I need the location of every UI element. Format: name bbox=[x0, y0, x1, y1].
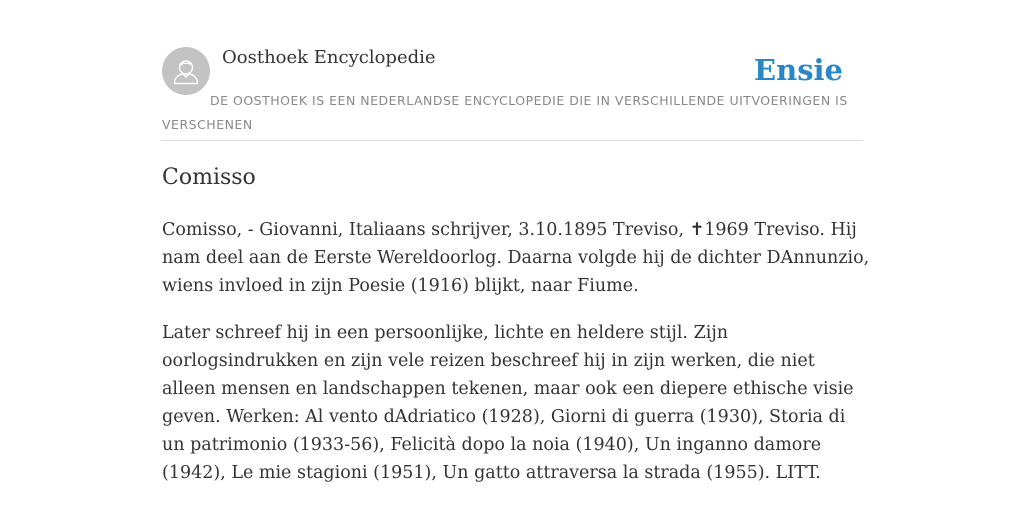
user-icon bbox=[162, 47, 210, 95]
source-name[interactable]: Oosthoek Encyclopedie bbox=[222, 47, 436, 68]
article-paragraph: Later schreef hij in een persoonlijke, lichte en heldere stijl. Zijn oorlogsindrukken en zijn vele reizen beschreef hij in zijn werken, die niet alleen mensen en landschappen tekenen, maar ook een diepere ethische visie geven. Werken: Al vento dAdriatico (1928), Giorni di guerra (1930), Storia di un patrimonio (1933-56), Felicità dopo la noia (1940), Un inganno damore (1942), Le mie stagioni (1951), Un gatto attraversa la strada (1955). LITT. bbox=[162, 323, 854, 483]
source-tagline: DE OOSTHOEK IS EEN NEDERLANDSE ENCYCLOPEDIE DIE IN VERSCHILLENDE UITVOERINGEN IS VERSCHENEN bbox=[162, 93, 848, 132]
article-title: Comisso bbox=[162, 165, 256, 190]
brand-logo[interactable]: Ensie bbox=[754, 53, 843, 87]
avatar[interactable] bbox=[162, 47, 210, 95]
source-header bbox=[162, 46, 862, 141]
article-paragraph: Comisso, - Giovanni, Italiaans schrijver, 3.10.1895 Treviso, ✝1969 Treviso. Hij nam deel aan de Eerste Wereldoorlog. Daarna volgde hij de dichter DAnnunzio, wiens invloed in zijn Poesie (1916) blijkt, naar Fiume. bbox=[162, 220, 870, 296]
